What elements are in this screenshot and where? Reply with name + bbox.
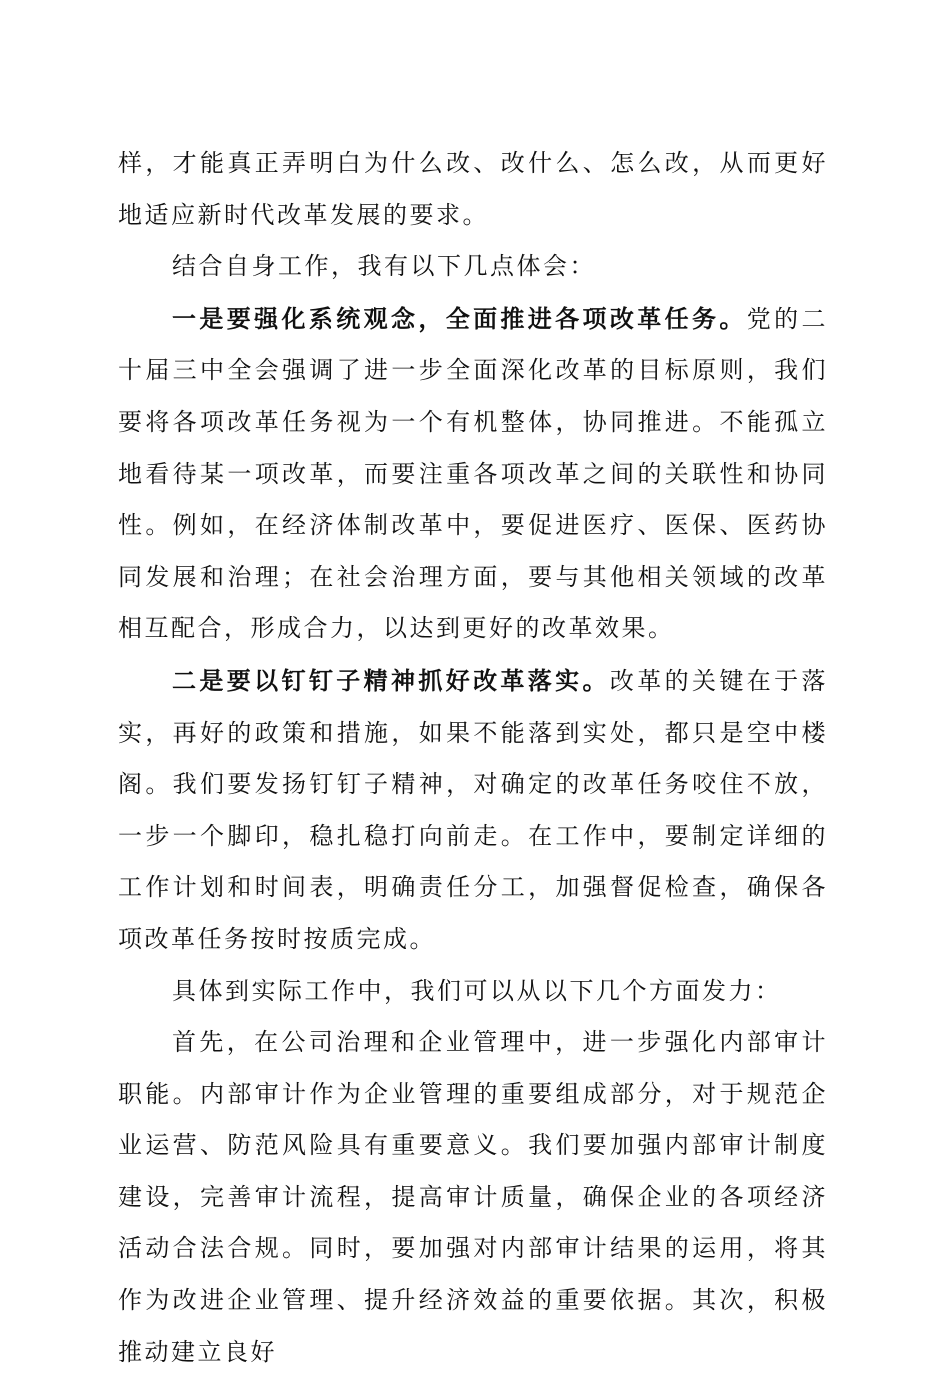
paragraph-point-one bbox=[118, 293, 828, 655]
document-body bbox=[118, 138, 828, 1378]
paragraph-continuation bbox=[118, 138, 828, 241]
paragraph-text: 具体到实际工作中，我们可以从以下几个方面发力： bbox=[172, 976, 782, 1005]
paragraph-text: 结合自身工作，我有以下几点体会： bbox=[172, 252, 596, 281]
paragraph-practice-intro bbox=[118, 966, 828, 1018]
paragraph-intro bbox=[118, 241, 828, 293]
paragraph-text: 改革的关键在于落实，再好的政策和措施，如果不能落到实处，都只是空中楼阁。我们要发扬钉钉子精神，对确定的改革任务咬住不放，一步一个脚印，稳扎稳打向前走。在工作中，要制定详细的工作计划和时间表，明确责任分工，加强督促检查，确保各项改革任务按时按质完成。 bbox=[118, 666, 829, 953]
paragraph-bold-lead: 二是要以钉钉子精神抓好改革落实。 bbox=[172, 665, 610, 695]
paragraph-text: 样，才能真正弄明白为什么改、改什么、怎么改，从而更好地适应新时代改革发展的要求。 bbox=[118, 149, 828, 229]
paragraph-first bbox=[118, 1017, 828, 1378]
paragraph-bold-lead: 一是要强化系统观念，全面推进各项改革任务。 bbox=[172, 303, 747, 333]
paragraph-point-two bbox=[118, 655, 828, 966]
paragraph-text: 首先，在公司治理和企业管理中，进一步强化内部审计职能。内部审计作为企业管理的重要组成部分，对于规范企业运营、防范风险具有重要意义。我们要加强内部审计制度建设，完善审计流程，提高审计质量，确保企业的各项经济活动合法合规。同时，要加强对内部审计结果的运用，将其作为改进企业管理、提升经济效益的重要依据。其次，积极推动建立良好 bbox=[118, 1028, 828, 1366]
paragraph-text: 党的二十届三中全会强调了进一步全面深化改革的目标原则，我们要将各项改革任务视为一个有机整体，协同推进。不能孤立地看待某一项改革，而要注重各项改革之间的关联性和协同性。例如，在经济体制改革中，要促进医疗、医保、医药协同发展和治理；在社会治理方面，要与其他相关领域的改革相互配合，形成合力，以达到更好的改革效果。 bbox=[118, 304, 829, 643]
